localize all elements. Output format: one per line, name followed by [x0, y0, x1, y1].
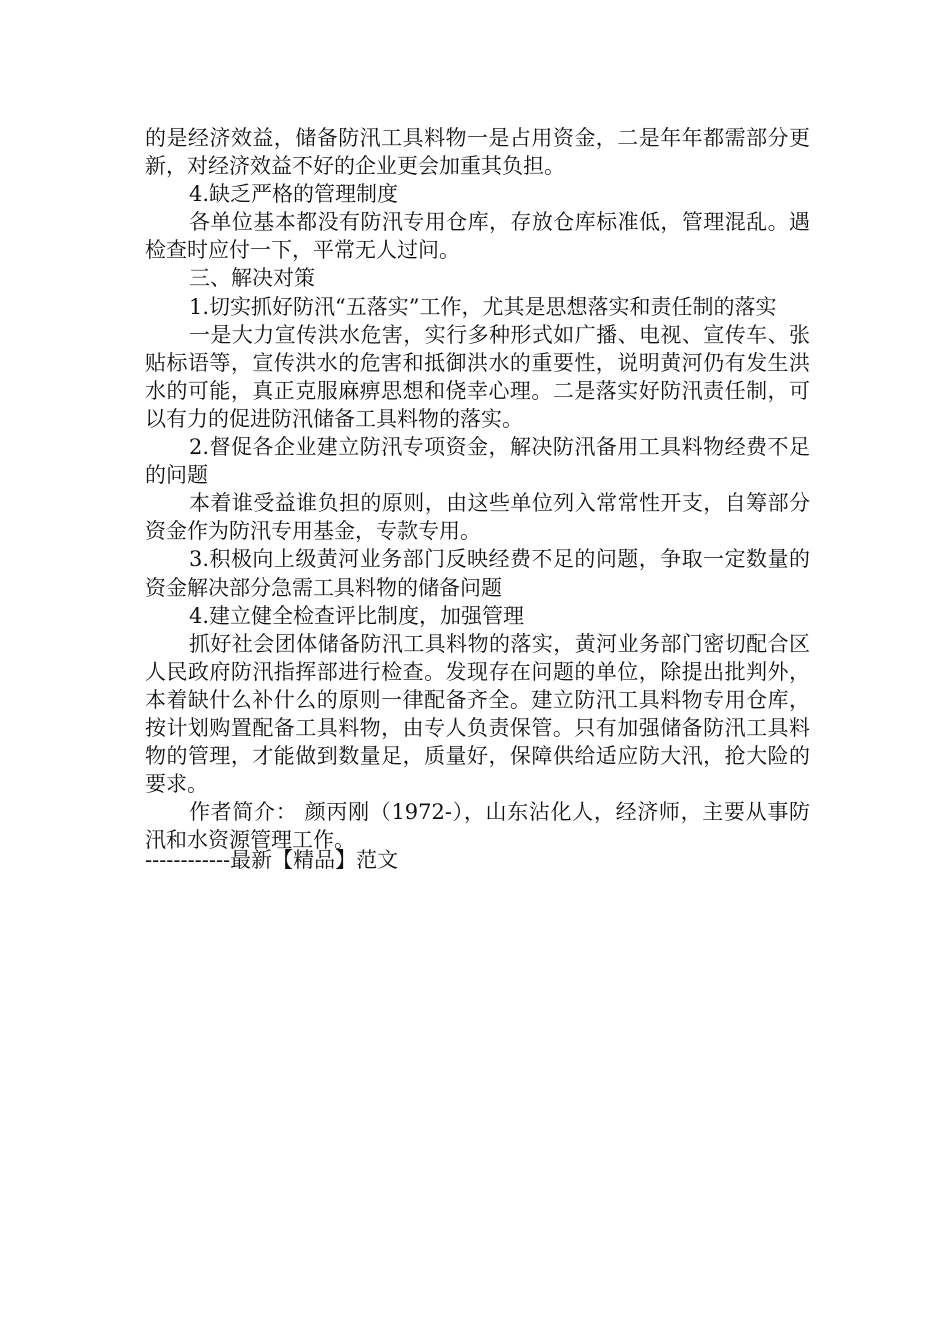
paragraph-beneficiary-pays: 本着谁受益谁负担的原则，由这些单位列入常常性开支，自筹部分资金作为防汛专用基金，专款专用。 — [145, 491, 810, 544]
subheading-five-implementations: 1.切实抓好防汛“五落实”工作，尤其是思想落实和责任制的落实 — [189, 294, 777, 319]
subheading-management-system: 4.缺乏严格的管理制度 — [189, 182, 399, 207]
subheading-report-funding: 3.积极向上级黄河业务部门反映经费不足的问题，争取一定数量的资金解决部分急需工具料物的储备问题 — [145, 547, 810, 600]
paragraph-warehouse: 各单位基本都没有防汛专用仓库，存放仓库标准低，管理混乱。遇检查时应付一下，平常无人过问。 — [145, 210, 810, 263]
paragraph-publicity: 一是大力宣传洪水危害，实行多种形式如广播、电视、宣传车、张贴标语等，宣传洪水的危害和抵御洪水的重要性，说明黄河仍有发生洪水的可能，真正克服麻痹思想和侥幸心理。二是落实好防汛责任制，可以有力的促进防汛储备工具料物的落实。 — [145, 322, 810, 431]
footer-label: ------------最新【精品】范文 — [145, 848, 399, 872]
document-body — [145, 124, 810, 854]
subheading-inspection-system: 4.建立健全检查评比制度，加强管理 — [189, 603, 525, 628]
paragraph-inspection: 抓好社会团体储备防汛工具料物的落实，黄河业务部门密切配合区人民政府防汛指挥部进行检查。发现存在问题的单位，除提出批判外，本着缺什么补什么的原则一律配备齐全。建立防汛工具料物专用仓库，按计划购置配备工具料物，由专人负责保管。只有加强储备防汛工具料物的管理，才能做到数量足，质量好，保障供给适应防大汛，抢大险的要求。 — [145, 631, 810, 797]
subheading-special-funds: 2.督促各企业建立防汛专项资金，解决防汛备用工具料物经费不足的问题 — [145, 435, 810, 488]
paragraph-continuation: 的是经济效益，储备防汛工具料物一是占用资金，二是年年都需部分更新，对经济效益不好的企业更会加重其负担。 — [145, 126, 810, 179]
section-heading-solutions: 三、解决对策 — [189, 266, 315, 291]
author-bio: 作者简介： 颜丙刚（1972-），山东沾化人，经济师，主要从事防汛和水资源管理工作。 — [145, 800, 810, 853]
